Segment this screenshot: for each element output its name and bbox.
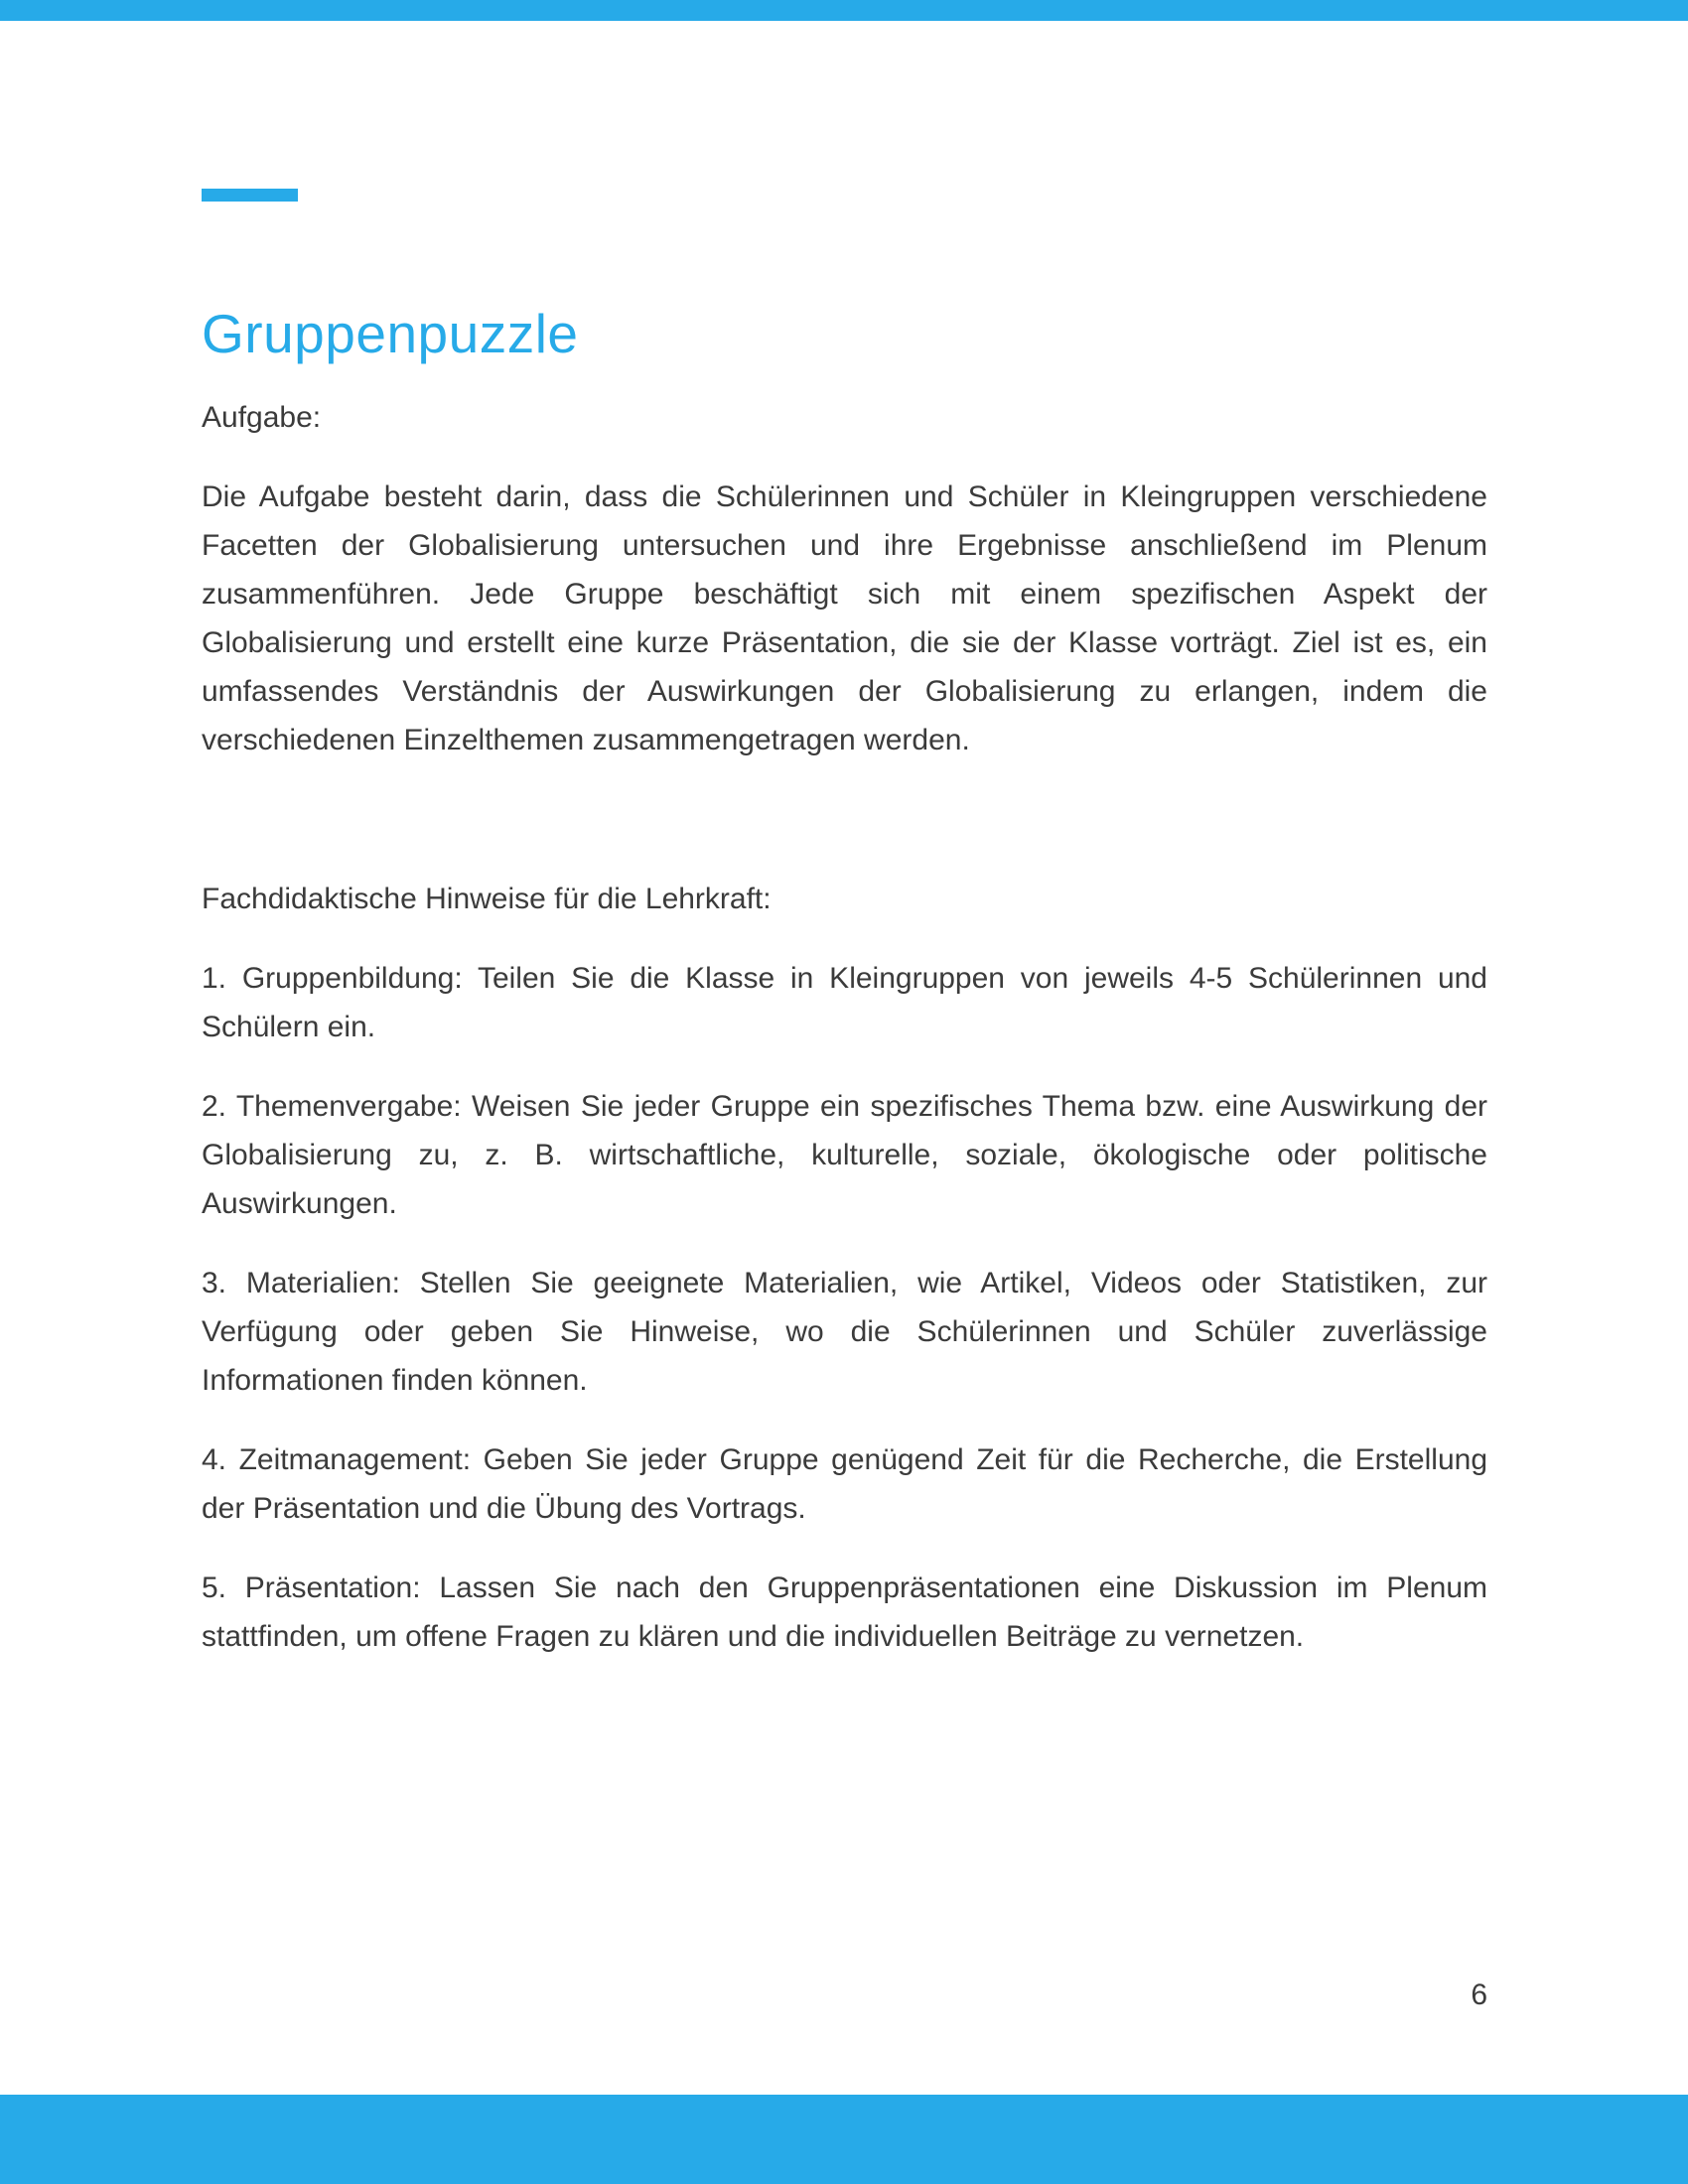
didactic-notes-heading: Fachdidaktische Hinweise für die Lehrkraft: bbox=[202, 883, 772, 915]
page-content bbox=[202, 21, 1487, 2019]
task-label: Aufgabe: bbox=[202, 401, 322, 434]
note-item-2: 2. Themenvergabe: Weisen Sie jeder Gruppe ein spezifisches Thema bzw. eine Auswirkung der Globalisierung zu, z. B. wirtschaftliche, kulturelle, soziale, ökologische oder politische Auswirkungen. bbox=[202, 1090, 1487, 1220]
note-item-3: 3. Materialien: Stellen Sie geeignete Materialien, wie Artikel, Videos oder Statistiken, zur Verfügung oder geben Sie Hinweise, wo die Schülerinnen und Schüler zuverlässige Informationen finden können. bbox=[202, 1267, 1487, 1397]
page-number: 6 bbox=[1471, 1979, 1487, 2011]
top-border-bar bbox=[0, 0, 1688, 21]
note-item-5: 5. Präsentation: Lassen Sie nach den Gruppenpräsentationen eine Diskussion im Plenum stattfinden, um offene Fragen zu klären und die individuellen Beiträge zu vernetzen. bbox=[202, 1571, 1487, 1653]
title-accent-bar bbox=[202, 189, 298, 202]
task-paragraph: Die Aufgabe besteht darin, dass die Schülerinnen und Schüler in Kleingruppen verschiedene Facetten der Globalisierung untersuchen und ihre Ergebnisse anschließend im Plenum zusammenführen. Jede Gruppe beschäftigt sich mit einem spezifischen Aspekt der Globalisierung und erstellt eine kurze Präsentation, die sie der Klasse vorträgt. Ziel ist es, ein umfassendes Verständnis der Auswirkungen der Globalisierung zu erlangen, indem die verschiedenen Einzelthemen zusammengetragen werden. bbox=[202, 480, 1487, 756]
page-title: Gruppenpuzzle bbox=[202, 303, 579, 364]
note-item-4: 4. Zeitmanagement: Geben Sie jeder Gruppe genügend Zeit für die Recherche, die Erstellung der Präsentation und die Übung des Vortrags. bbox=[202, 1443, 1487, 1525]
bottom-border-bar bbox=[0, 2095, 1688, 2184]
note-item-1: 1. Gruppenbildung: Teilen Sie die Klasse in Kleingruppen von jeweils 4-5 Schülerinnen und Schülern ein. bbox=[202, 962, 1487, 1043]
